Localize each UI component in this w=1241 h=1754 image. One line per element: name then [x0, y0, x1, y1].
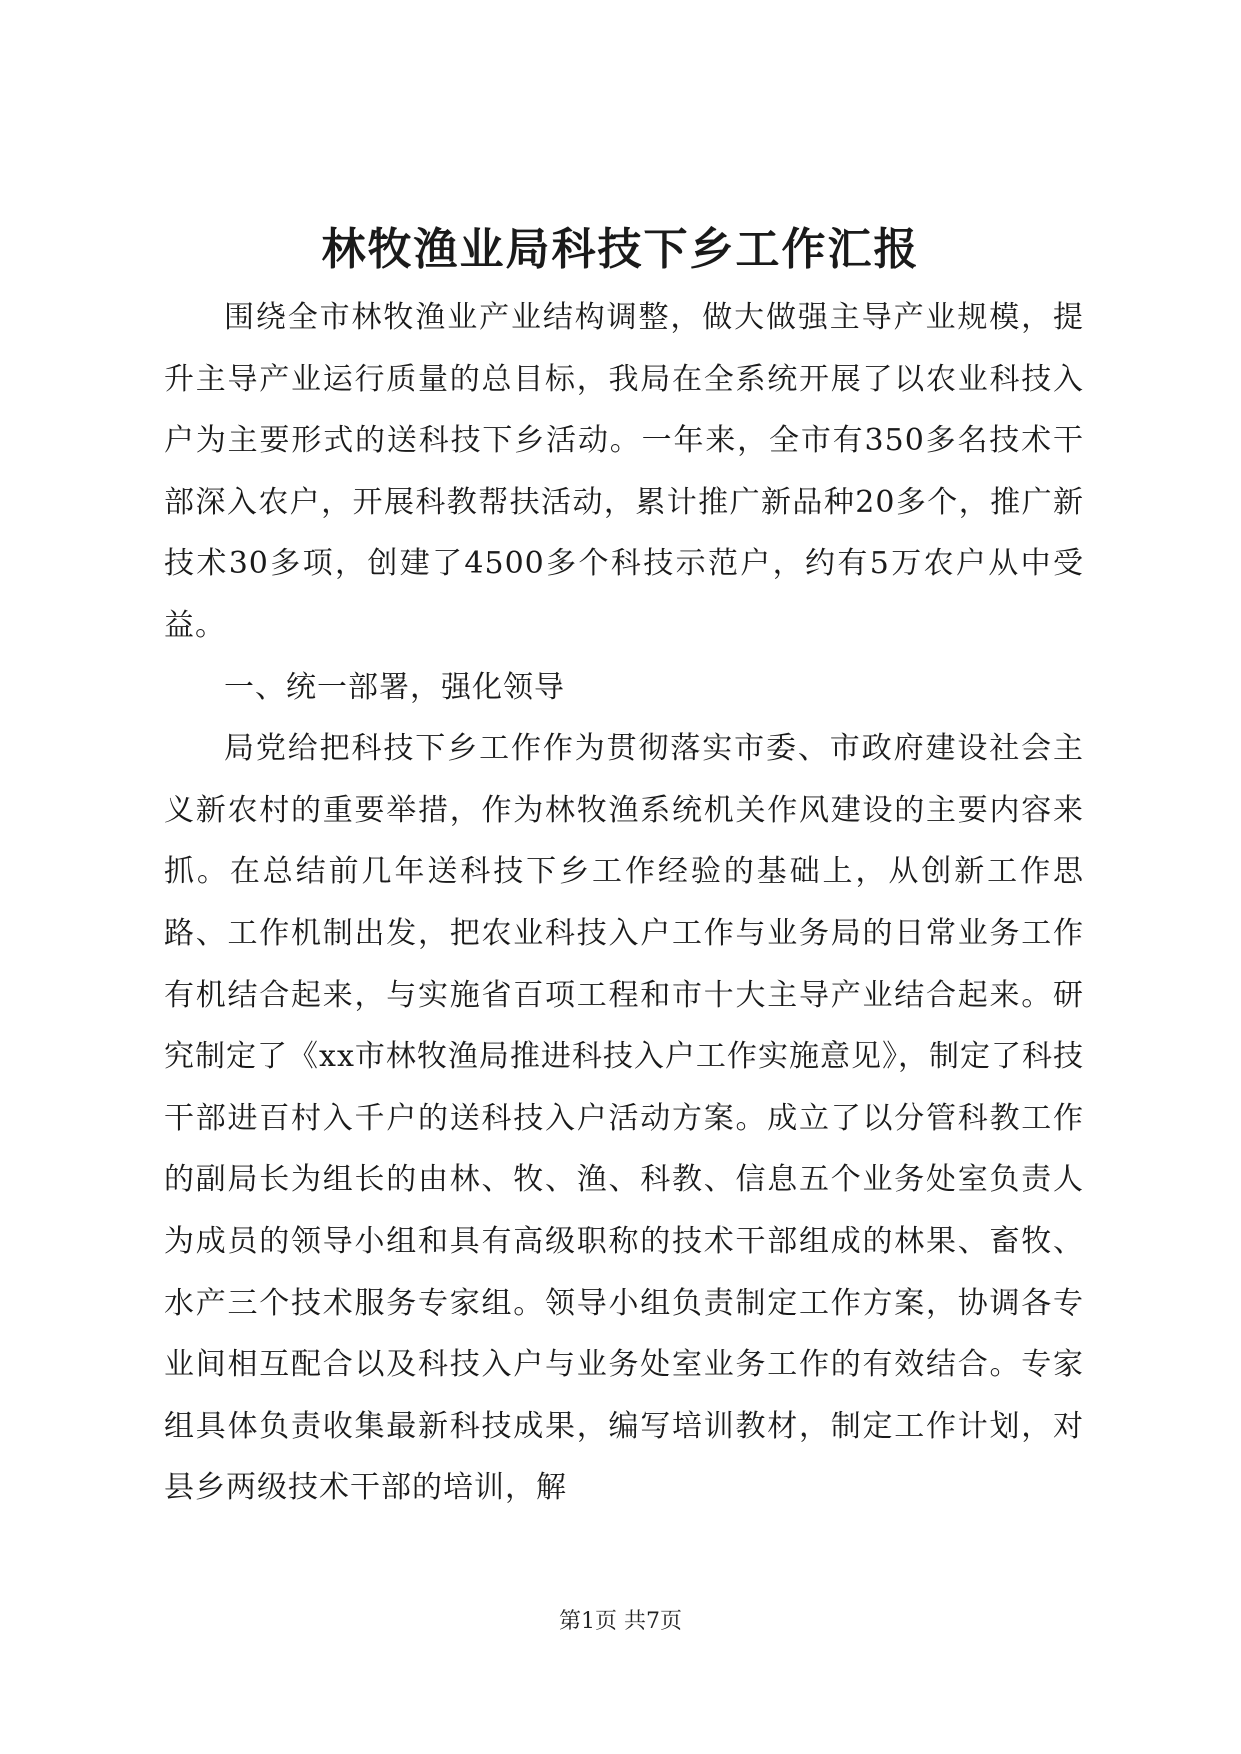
paragraph-section-1: 局党给把科技下乡工作作为贯彻落实市委、市政府建设社会主义新农村的重要举措，作为林牧渔系统机关作风建设的主要内容来抓。在总结前几年送科技下乡工作经验的基础上，从创新工作思路、工作机制出发，把农业科技入户工作与业务局的日常业务工作有机结合起来，与实施省百项工程和市十大主导产业结合起来。研究制定了《xx市林牧渔局推进科技入户工作实施意见》，制定了科技干部进百村入千户的送科技入户活动方案。成立了以分管科教工作的副局长为组长的由林、牧、渔、科教、信息五个业务处室负责人为成员的领导小组和具有高级职称的技术干部组成的林果、畜牧、水产三个技术服务专家组。领导小组负责制定工作方案，协调各专业间相互配合以及科技入户与业务处室业务工作的有效结合。专家组具体负责收集最新科技成果，编写培训教材，制定工作计划，对县乡两级技术干部的培训，解	[164, 731, 1084, 1506]
document-title: 林牧渔业局科技下乡工作汇报	[321, 224, 920, 275]
page-footer: 第1页 共7页	[559, 1609, 682, 1634]
document-body	[164, 287, 1084, 1519]
paragraph-intro: 围绕全市林牧渔业产业结构调整，做大做强主导产业规模，提升主导产业运行质量的总目标，我局在全系统开展了以农业科技入户为主要形式的送科技下乡活动。一年来，全市有350多名技术干部深入农户，开展科教帮扶活动，累计推广新品种20多个，推广新技术30多项，创建了4500多个科技示范户，约有5万农户从中受益。	[164, 300, 1084, 643]
section-heading-1: 一、统一部署，强化领导	[224, 669, 565, 705]
